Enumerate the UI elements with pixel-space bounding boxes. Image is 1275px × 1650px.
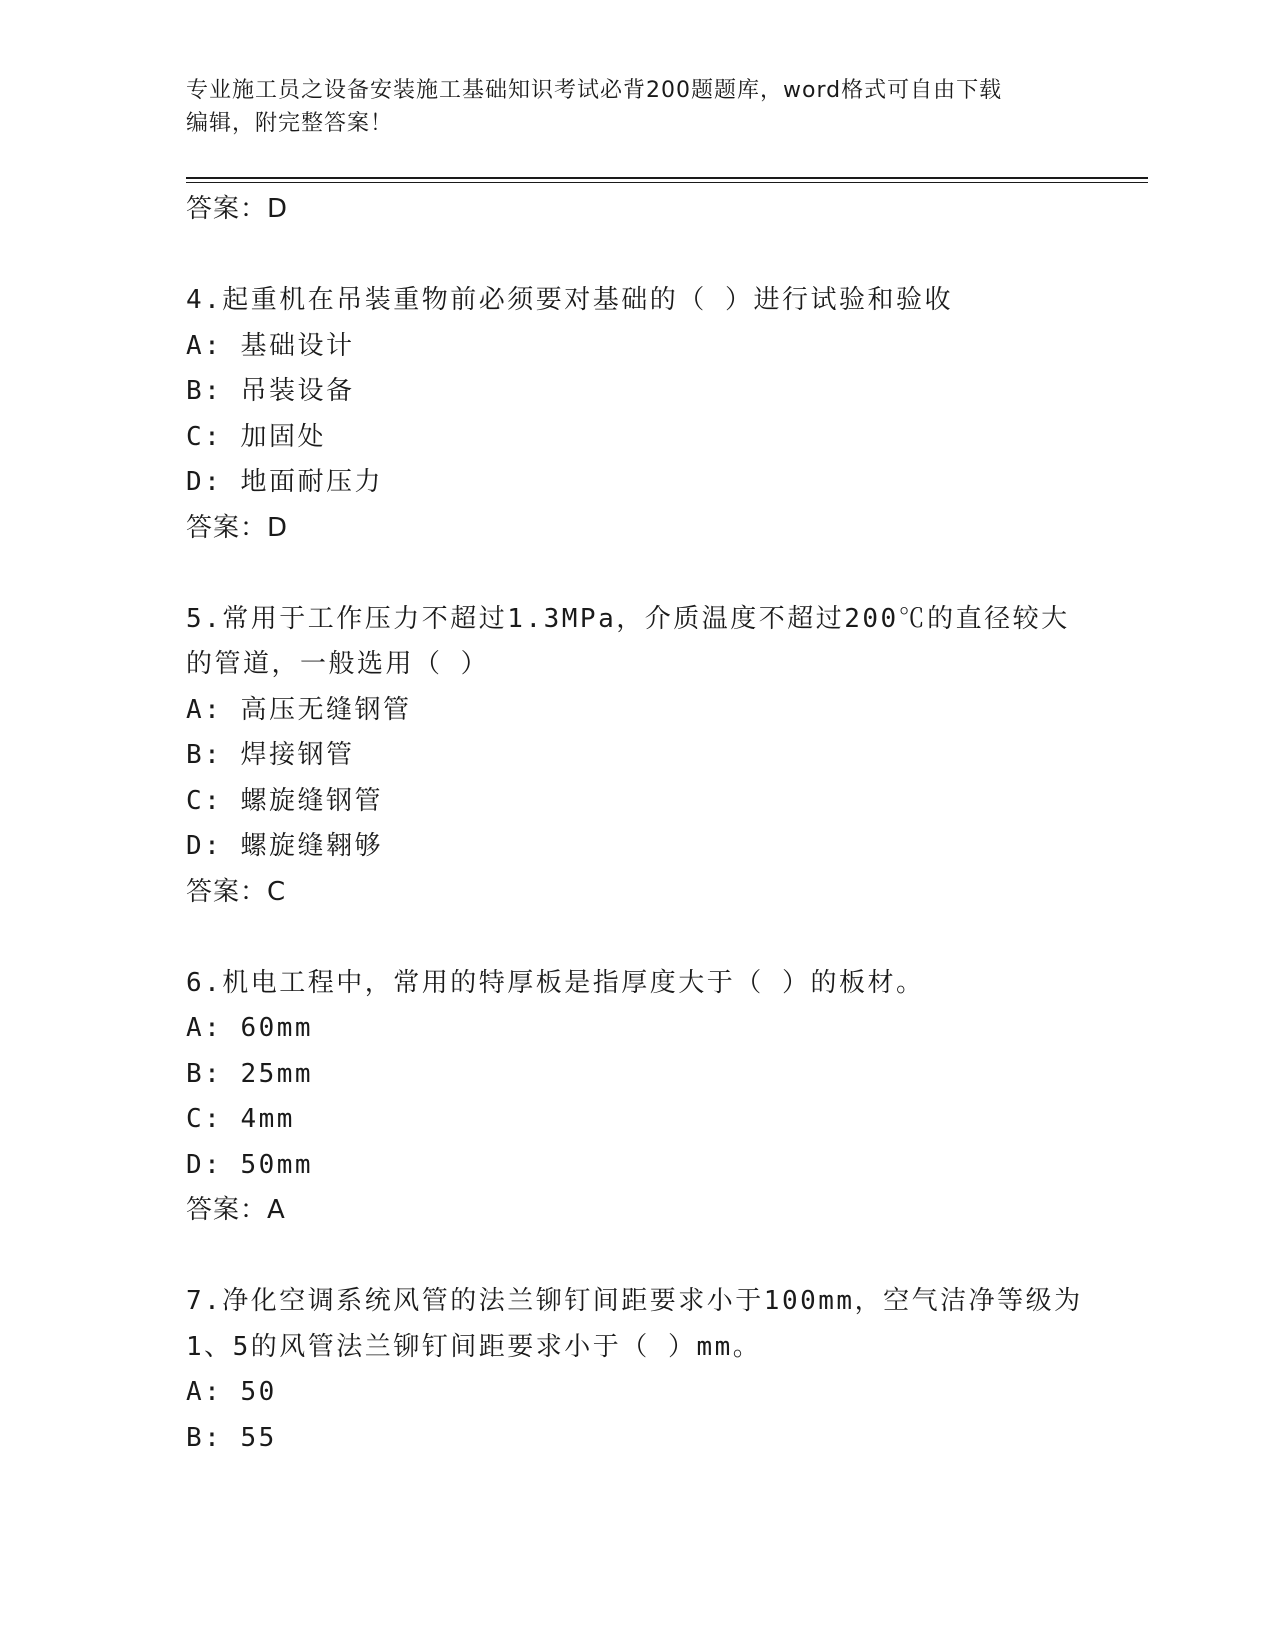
option-a: A: 60mm [186,1013,314,1043]
header-divider-thin [186,182,1148,183]
answer-line: 答案：C [186,876,287,907]
question-list [186,187,1086,1461]
question-text: 6.机电工程中，常用的特厚板是指厚度大于（ ）的板材。 [186,967,925,998]
option-b: B: 55 [186,1422,277,1453]
question-block-4 [186,278,1086,551]
option-d: D: 螺旋缝翱够 [186,831,383,861]
question-text-continued: 1、5的风管法兰铆钉间距要求小于（ ）mm。 [186,1331,762,1362]
option-d: D: 50mm [186,1149,314,1180]
question-text: 7.净化空调系统风管的法兰铆钉间距要求小于100mm，空气洁净等级为 [186,1286,1083,1316]
question-block-6 [186,961,1086,1234]
option-a: A: 高压无缝钢管 [186,694,412,725]
answer-line: 答案：D [186,512,289,543]
spacer [186,233,1086,279]
option-c: C: 4mm [186,1104,295,1134]
option-c: C: 加固处 [186,421,326,452]
answer-line: 答案：D [186,194,289,224]
option-b: B: 吊装设备 [186,376,355,406]
spacer [186,551,1086,597]
question-block-5 [186,597,1086,916]
header-line-1: 专业施工员之设备安装施工基础知识考试必背200题题库，word格式可自由下载 [186,78,1003,103]
answer-line: 答案：A [186,1195,286,1225]
question-block-7 [186,1279,1086,1461]
spacer [186,1234,1086,1280]
option-b: B: 焊接钢管 [186,740,355,770]
spacer [186,915,1086,961]
option-a: A: 50 [186,1377,277,1407]
header-line-2: 编辑，附完整答案！ [186,111,394,136]
option-c: C: 螺旋缝钢管 [186,785,383,816]
option-d: D: 地面耐压力 [186,467,383,497]
question-text: 5.常用于工作压力不超过1.3MPa，介质温度不超过200℃的直径较大 [186,603,1070,634]
header-divider-thick [186,177,1148,179]
option-a: A: 基础设计 [186,330,355,361]
question-text: 4.起重机在吊装重物前必须要对基础的（ ）进行试验和验收 [186,285,953,315]
document-header [186,74,1086,140]
option-b: B: 25mm [186,1058,314,1089]
question-text-continued: 的管道，一般选用（ ） [186,649,490,679]
